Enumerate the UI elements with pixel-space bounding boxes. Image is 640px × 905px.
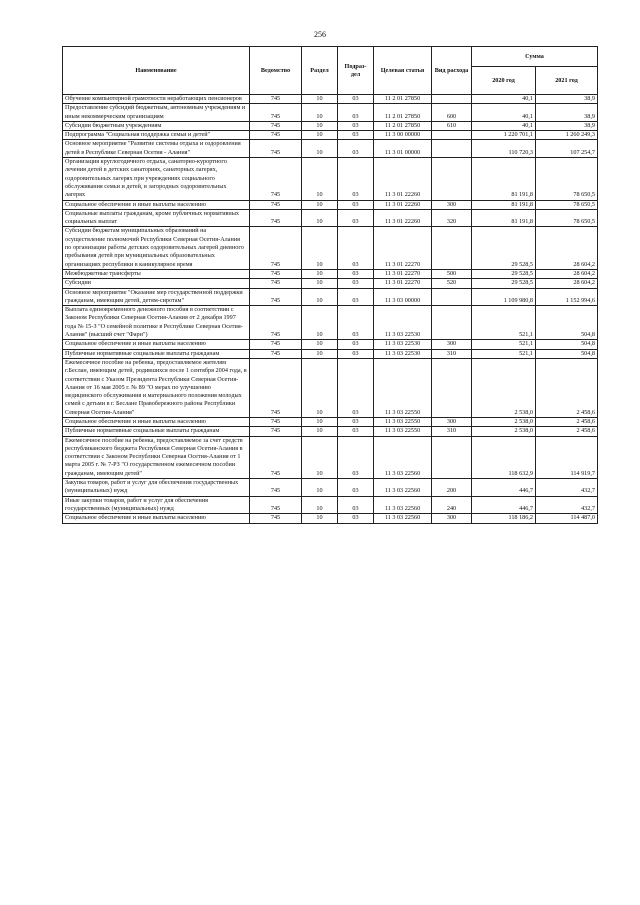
cell-expense-type: 240 — [432, 496, 472, 514]
cell-target-item: 11 2 01 27850 — [374, 121, 432, 130]
cell-subsection: 03 — [338, 269, 374, 278]
cell-name: Ежемесячное пособие на ребенка, предоставляемое за счет средств республиканского бюджета Республики Северная Осетия-Алания в соответствии с Законом Республики Северная Осетия-Алания от 1 марта 2005 г. № 7-РЗ "О государственном ежемесячном пособии гражданам, имеющим детей" — [63, 436, 250, 478]
cell-sum-2020: 118 632,9 — [472, 436, 536, 478]
cell-section: 10 — [302, 209, 338, 227]
cell-name: Основное мероприятие "Оказание мер государственной поддержки гражданам, имеющим детей, детям-сиротам" — [63, 288, 250, 306]
header-section: Раздел — [302, 47, 338, 95]
cell-section: 10 — [302, 104, 338, 122]
cell-department: 745 — [250, 158, 302, 200]
cell-sum-2021: 107 254,7 — [536, 140, 598, 158]
cell-department: 745 — [250, 209, 302, 227]
cell-subsection: 03 — [338, 131, 374, 140]
table-row — [63, 417, 598, 426]
cell-target-item: 11 3 00 00000 — [374, 131, 432, 140]
cell-sum-2021: 432,7 — [536, 496, 598, 514]
cell-sum-2021: 28 604,2 — [536, 227, 598, 269]
cell-section: 10 — [302, 436, 338, 478]
cell-department: 745 — [250, 436, 302, 478]
cell-section: 10 — [302, 306, 338, 340]
cell-expense-type: 520 — [432, 279, 472, 288]
cell-subsection: 03 — [338, 496, 374, 514]
cell-target-item: 11 3 03 22530 — [374, 349, 432, 358]
cell-section: 10 — [302, 349, 338, 358]
cell-sum-2021: 114 919,7 — [536, 436, 598, 478]
cell-expense-type: 310 — [432, 427, 472, 436]
header-expense-type: Вид расхода — [432, 47, 472, 95]
budget-table — [62, 46, 598, 524]
cell-subsection: 03 — [338, 158, 374, 200]
cell-expense-type: 300 — [432, 417, 472, 426]
cell-section: 10 — [302, 340, 338, 349]
cell-expense-type — [432, 95, 472, 104]
header-subsection: Подраз-дел — [338, 47, 374, 95]
cell-target-item: 11 3 03 22560 — [374, 514, 432, 523]
cell-section: 10 — [302, 269, 338, 278]
cell-name: Обучение компьютерной грамотности неработающих пенсионеров — [63, 95, 250, 104]
cell-expense-type: 610 — [432, 121, 472, 130]
header-name: Наименование — [63, 47, 250, 95]
table-row — [63, 121, 598, 130]
cell-target-item: 11 3 03 22560 — [374, 479, 432, 497]
table-row — [63, 496, 598, 514]
cell-sum-2020: 40,1 — [472, 104, 536, 122]
cell-name: Социальное обеспечение и иные выплаты населению — [63, 340, 250, 349]
cell-sum-2020: 118 186,2 — [472, 514, 536, 523]
cell-section: 10 — [302, 417, 338, 426]
cell-name: Межбюджетные трансферты — [63, 269, 250, 278]
cell-sum-2020: 81 191,8 — [472, 200, 536, 209]
cell-sum-2020: 521,1 — [472, 340, 536, 349]
cell-target-item: 11 3 01 22270 — [374, 227, 432, 269]
table-row — [63, 427, 598, 436]
cell-subsection: 03 — [338, 288, 374, 306]
cell-expense-type — [432, 131, 472, 140]
cell-section: 10 — [302, 131, 338, 140]
cell-department: 745 — [250, 104, 302, 122]
cell-department: 745 — [250, 279, 302, 288]
cell-section: 10 — [302, 121, 338, 130]
cell-expense-type — [432, 140, 472, 158]
cell-sum-2020: 521,1 — [472, 349, 536, 358]
cell-subsection: 03 — [338, 349, 374, 358]
table-row — [63, 158, 598, 200]
cell-sum-2020: 81 191,8 — [472, 158, 536, 200]
cell-section: 10 — [302, 227, 338, 269]
cell-department: 745 — [250, 121, 302, 130]
cell-sum-2021: 38,9 — [536, 104, 598, 122]
cell-expense-type — [432, 306, 472, 340]
cell-expense-type — [432, 158, 472, 200]
table-row — [63, 514, 598, 523]
cell-department: 745 — [250, 358, 302, 417]
cell-sum-2020: 2 538,0 — [472, 358, 536, 417]
cell-subsection: 03 — [338, 436, 374, 478]
cell-sum-2020: 81 191,8 — [472, 209, 536, 227]
cell-expense-type — [432, 358, 472, 417]
cell-section: 10 — [302, 358, 338, 417]
cell-department: 745 — [250, 349, 302, 358]
table-row — [63, 349, 598, 358]
cell-expense-type: 600 — [432, 104, 472, 122]
cell-sum-2020: 110 720,3 — [472, 140, 536, 158]
header-department: Ведомство — [250, 47, 302, 95]
table-row — [63, 279, 598, 288]
header-target-item: Целевая статья — [374, 47, 432, 95]
cell-expense-type — [432, 436, 472, 478]
cell-sum-2021: 78 650,5 — [536, 158, 598, 200]
table-row — [63, 200, 598, 209]
table-row — [63, 288, 598, 306]
cell-section: 10 — [302, 496, 338, 514]
table-body — [63, 95, 598, 524]
cell-section: 10 — [302, 279, 338, 288]
cell-subsection: 03 — [338, 279, 374, 288]
cell-department: 745 — [250, 288, 302, 306]
table-row — [63, 140, 598, 158]
cell-sum-2020: 29 528,5 — [472, 269, 536, 278]
cell-target-item: 11 3 03 22550 — [374, 417, 432, 426]
cell-expense-type: 300 — [432, 514, 472, 523]
cell-subsection: 03 — [338, 95, 374, 104]
cell-target-item: 11 3 01 22260 — [374, 158, 432, 200]
cell-subsection: 03 — [338, 427, 374, 436]
cell-name: Основное мероприятие "Развитие системы отдыха и оздоровления детей в Республике Северная Осетия - Алания" — [63, 140, 250, 158]
cell-target-item: 11 3 03 22530 — [374, 340, 432, 349]
cell-department: 745 — [250, 140, 302, 158]
table-row — [63, 358, 598, 417]
cell-sum-2021: 432,7 — [536, 479, 598, 497]
cell-target-item: 11 3 03 22550 — [374, 427, 432, 436]
cell-department: 745 — [250, 306, 302, 340]
cell-target-item: 11 3 01 22260 — [374, 209, 432, 227]
cell-target-item: 11 3 01 22270 — [374, 279, 432, 288]
cell-expense-type: 300 — [432, 200, 472, 209]
header-sum: Сумма — [472, 47, 598, 67]
cell-name: Публичные нормативные социальные выплаты гражданам — [63, 427, 250, 436]
cell-name: Подпрограмма "Социальная поддержка семьи и детей" — [63, 131, 250, 140]
cell-sum-2021: 38,9 — [536, 121, 598, 130]
cell-sum-2021: 2 458,6 — [536, 427, 598, 436]
cell-name: Социальное обеспечение и иные выплаты населению — [63, 417, 250, 426]
table-row — [63, 95, 598, 104]
cell-target-item: 11 2 01 27850 — [374, 95, 432, 104]
cell-department: 745 — [250, 227, 302, 269]
page-number: 256 — [314, 30, 326, 39]
table-row — [63, 269, 598, 278]
cell-department: 745 — [250, 514, 302, 523]
cell-subsection: 03 — [338, 514, 374, 523]
cell-department: 745 — [250, 479, 302, 497]
cell-target-item: 11 3 01 22260 — [374, 200, 432, 209]
cell-name: Организация круглогодичного отдыха, санаторно-курортного лечения детей в детских санаториях, санаторных лагерях, оздоровительных лагерях при учреждениях социального обслуживания семьи и детей, в загородных оздоровительных лагерях — [63, 158, 250, 200]
cell-expense-type: 320 — [432, 209, 472, 227]
header-year-2021: 2021 год — [536, 67, 598, 95]
cell-subsection: 03 — [338, 227, 374, 269]
cell-target-item: 11 3 01 00000 — [374, 140, 432, 158]
cell-sum-2021: 114 487,0 — [536, 514, 598, 523]
cell-target-item: 11 3 03 22560 — [374, 436, 432, 478]
table-row — [63, 209, 598, 227]
cell-subsection: 03 — [338, 121, 374, 130]
cell-name: Социальные выплаты гражданам, кроме публичных нормативных социальных выплат — [63, 209, 250, 227]
cell-department: 745 — [250, 269, 302, 278]
cell-department: 745 — [250, 496, 302, 514]
cell-expense-type — [432, 227, 472, 269]
cell-sum-2021: 28 604,2 — [536, 279, 598, 288]
table-row — [63, 227, 598, 269]
cell-section: 10 — [302, 95, 338, 104]
cell-expense-type: 300 — [432, 340, 472, 349]
cell-name: Социальное обеспечение и иные выплаты населению — [63, 200, 250, 209]
cell-target-item: 11 2 01 27850 — [374, 104, 432, 122]
cell-sum-2021: 1 152 994,6 — [536, 288, 598, 306]
cell-sum-2020: 446,7 — [472, 496, 536, 514]
cell-section: 10 — [302, 427, 338, 436]
cell-sum-2021: 78 650,5 — [536, 200, 598, 209]
cell-sum-2021: 504,8 — [536, 349, 598, 358]
cell-name: Публичные нормативные социальные выплаты гражданам — [63, 349, 250, 358]
cell-target-item: 11 3 03 22530 — [374, 306, 432, 340]
cell-sum-2021: 504,8 — [536, 340, 598, 349]
cell-name: Предоставление субсидий бюджетным, автономным учреждениям и иным некоммерческим организациям — [63, 104, 250, 122]
cell-sum-2020: 1 109 980,8 — [472, 288, 536, 306]
cell-sum-2020: 29 528,5 — [472, 279, 536, 288]
cell-subsection: 03 — [338, 479, 374, 497]
cell-name: Иные закупки товаров, работ и услуг для обеспечения государственных (муниципальных) нужд — [63, 496, 250, 514]
table-row — [63, 340, 598, 349]
cell-name: Субсидии бюджетным учреждениям — [63, 121, 250, 130]
header-year-2020: 2020 год — [472, 67, 536, 95]
cell-expense-type: 500 — [432, 269, 472, 278]
cell-sum-2021: 38,9 — [536, 95, 598, 104]
cell-department: 745 — [250, 427, 302, 436]
cell-department: 745 — [250, 417, 302, 426]
cell-expense-type: 200 — [432, 479, 472, 497]
cell-sum-2020: 1 220 701,1 — [472, 131, 536, 140]
cell-name: Социальное обеспечение и иные выплаты населению — [63, 514, 250, 523]
table-row — [63, 479, 598, 497]
cell-section: 10 — [302, 158, 338, 200]
cell-subsection: 03 — [338, 358, 374, 417]
table-row — [63, 306, 598, 340]
cell-name: Выплата единовременного денежного пособия в соответствии с Законом Республики Северная Осетия-Алания от 2 декабря 1997 года № 15-З "О семейной политике в Республике Северная Осетия-Алания" (высший счет "Фарн") — [63, 306, 250, 340]
cell-target-item: 11 3 03 22560 — [374, 496, 432, 514]
table-row — [63, 436, 598, 478]
cell-subsection: 03 — [338, 200, 374, 209]
cell-name: Ежемесячное пособие на ребенка, предоставляемое жителям г.Беслан, имеющим детей, родившихся после 1 сентября 2004 года, в соответствии с Указом Президента Республики Северная Осетия-Алания от 16 мая 2005 г. № 89 "О мерах по улучшению медицинского обслуживания и материального положения молодых семей с детьми в г. Беслане Правобережного района Республики Северная Осетия-Алания" — [63, 358, 250, 417]
cell-sum-2021: 28 604,2 — [536, 269, 598, 278]
cell-sum-2020: 521,1 — [472, 306, 536, 340]
cell-subsection: 03 — [338, 209, 374, 227]
cell-sum-2020: 40,1 — [472, 121, 536, 130]
cell-department: 745 — [250, 95, 302, 104]
cell-subsection: 03 — [338, 104, 374, 122]
cell-target-item: 11 3 03 22550 — [374, 358, 432, 417]
cell-section: 10 — [302, 288, 338, 306]
cell-section: 10 — [302, 514, 338, 523]
cell-subsection: 03 — [338, 306, 374, 340]
cell-name: Субсидии бюджетам муниципальных образований на осуществление полномочий Республики Северная Осетия-Алания по организации работы детских оздоровительных лагерей дневного пребывания детей при муниципальных образовательных организациях республики в каникулярное время — [63, 227, 250, 269]
cell-target-item: 11 3 01 22270 — [374, 269, 432, 278]
cell-department: 745 — [250, 131, 302, 140]
cell-subsection: 03 — [338, 417, 374, 426]
header-row — [63, 47, 598, 67]
cell-sum-2021: 78 650,5 — [536, 209, 598, 227]
cell-sum-2020: 29 528,5 — [472, 227, 536, 269]
cell-expense-type: 310 — [432, 349, 472, 358]
cell-sum-2021: 504,8 — [536, 306, 598, 340]
cell-sum-2021: 1 260 249,3 — [536, 131, 598, 140]
cell-department: 745 — [250, 340, 302, 349]
cell-sum-2021: 2 458,6 — [536, 417, 598, 426]
table-row — [63, 104, 598, 122]
cell-sum-2021: 2 458,6 — [536, 358, 598, 417]
cell-sum-2020: 2 538,0 — [472, 417, 536, 426]
cell-name: Субсидии — [63, 279, 250, 288]
table-row — [63, 131, 598, 140]
cell-sum-2020: 2 538,0 — [472, 427, 536, 436]
cell-section: 10 — [302, 140, 338, 158]
cell-section: 10 — [302, 200, 338, 209]
cell-sum-2020: 446,7 — [472, 479, 536, 497]
cell-subsection: 03 — [338, 340, 374, 349]
cell-section: 10 — [302, 479, 338, 497]
cell-expense-type — [432, 288, 472, 306]
cell-department: 745 — [250, 200, 302, 209]
cell-subsection: 03 — [338, 140, 374, 158]
cell-sum-2020: 40,1 — [472, 95, 536, 104]
cell-target-item: 11 3 03 00000 — [374, 288, 432, 306]
cell-name: Закупка товаров, работ и услуг для обеспечения государственных (муниципальных) нужд — [63, 479, 250, 497]
